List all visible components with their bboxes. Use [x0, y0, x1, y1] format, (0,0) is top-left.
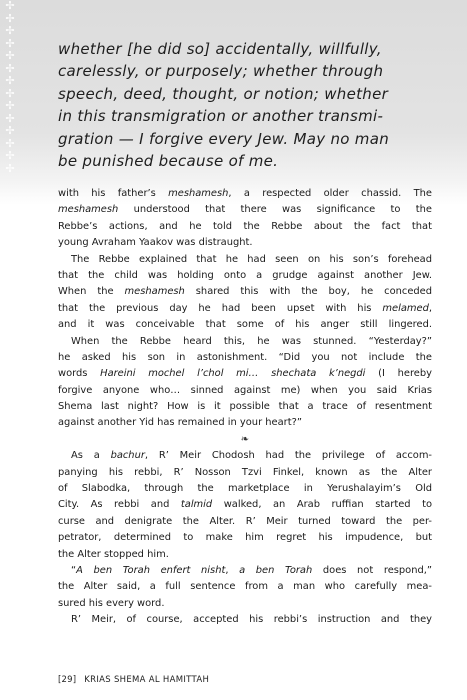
text-line: Rebbe’s actions, and he told the Rebbe about the fact that: [58, 220, 432, 232]
running-title: KRIAS SHEMA AL HAMITTAH: [84, 675, 210, 685]
ornament-icon: ✢: [5, 61, 15, 75]
decorative-border: [3, 0, 17, 175]
text-line: When the meshamesh shared this with the boy, he conceded: [58, 286, 433, 298]
text-line: he asked his son in astonishment. “Did you not include the: [58, 351, 432, 363]
text-line: the Alter said, a full sentence from a man who carefully mea-: [58, 581, 432, 593]
ornament-icon: ✢: [5, 0, 15, 12]
text-line: City. As rebbi and talmid walked, an Arab ruffian started to: [58, 499, 432, 511]
text-line: the Alter stopped him.: [58, 548, 169, 560]
text-line: “A ben Torah enfert nisht, a ben Torah does not respond,”: [71, 564, 433, 576]
text-line: forgive anyone who… sinned against me) when you said Krias: [58, 384, 432, 396]
ornament-icon: ✢: [5, 99, 15, 112]
quote-line: in this transmigration or another transmi-: [58, 107, 384, 126]
text-line: Shema last night? How is it possible that a trace of resentment: [58, 401, 432, 413]
ornament-icon: ✢: [5, 149, 15, 162]
page-footer: [58, 675, 209, 685]
ornament-icon: ✢: [5, 36, 15, 50]
ornament-icon: ✢: [5, 86, 15, 100]
quote-line: carelessly, or purposely; whether through: [58, 62, 384, 81]
text-line: meshamesh understood that there was significance to the: [58, 204, 432, 216]
text-line: with his father’s meshamesh, a respected older chassid. The: [58, 188, 433, 199]
quote-line: whether [he did so] accidentally, willfully,: [58, 40, 382, 58]
text-line: panying his rebbi, R’ Nosson Tzvi Finkel, known as the Alter: [58, 466, 432, 478]
ornament-icon: ✢: [5, 136, 15, 150]
page-number: [29]: [58, 675, 77, 685]
text-line: that the child was holding onto a grudge against another Jew.: [58, 269, 432, 281]
text-line: of Slabodka, through the marketplace in Yerushalayim’s Old: [58, 483, 432, 495]
text-line: R’ Meir, of course, accepted his rebbi’s instruction and they: [71, 614, 432, 626]
text-line: that the previous day he had been upset with his melamed,: [58, 302, 432, 314]
section-separator-icon: ❧: [240, 433, 250, 445]
body-text: [58, 186, 432, 629]
ornament-icon: ✢: [5, 111, 15, 125]
ornament-icon: ✢: [5, 24, 15, 37]
text-line: When the Rebbe heard this, he was stunned. “Yesterday?”: [71, 335, 432, 347]
ornament-icon: ✢: [5, 161, 15, 175]
ornament-icon: ✢: [5, 124, 15, 137]
ornament-icon: ✢: [5, 49, 15, 62]
pull-quote: [58, 38, 440, 172]
text-line: The Rebbe explained that he had seen on his son’s forehead: [71, 253, 432, 265]
text-line: petrator, determined to make him regret his impudence, but: [58, 532, 432, 544]
text-line: sured his every word.: [58, 597, 165, 609]
text-line: young Avraham Yaakov was distraught.: [58, 237, 253, 249]
text-line: words Hareini mochel l’chol mi… shechata k’negdi (I hereby: [58, 368, 432, 380]
ornament-icon: ✢: [5, 74, 15, 87]
quote-line: be punished because of me.: [58, 152, 279, 171]
text-line: As a bachur, R’ Meir Chodosh had the privilege of accom-: [71, 450, 432, 462]
ornament-icon: ✢: [5, 11, 15, 25]
text-line: and it was conceivable that some of his anger still lingered.: [58, 319, 432, 331]
text-line: against another Yid has remained in your heart?”: [58, 417, 302, 429]
quote-line: gration — I forgive every Jew. May no man: [58, 129, 390, 148]
text-line: curse and denigrate the Alter. R’ Meir turned toward the per-: [58, 515, 432, 527]
quote-line: speech, deed, thought, or notion; whether: [58, 84, 389, 103]
